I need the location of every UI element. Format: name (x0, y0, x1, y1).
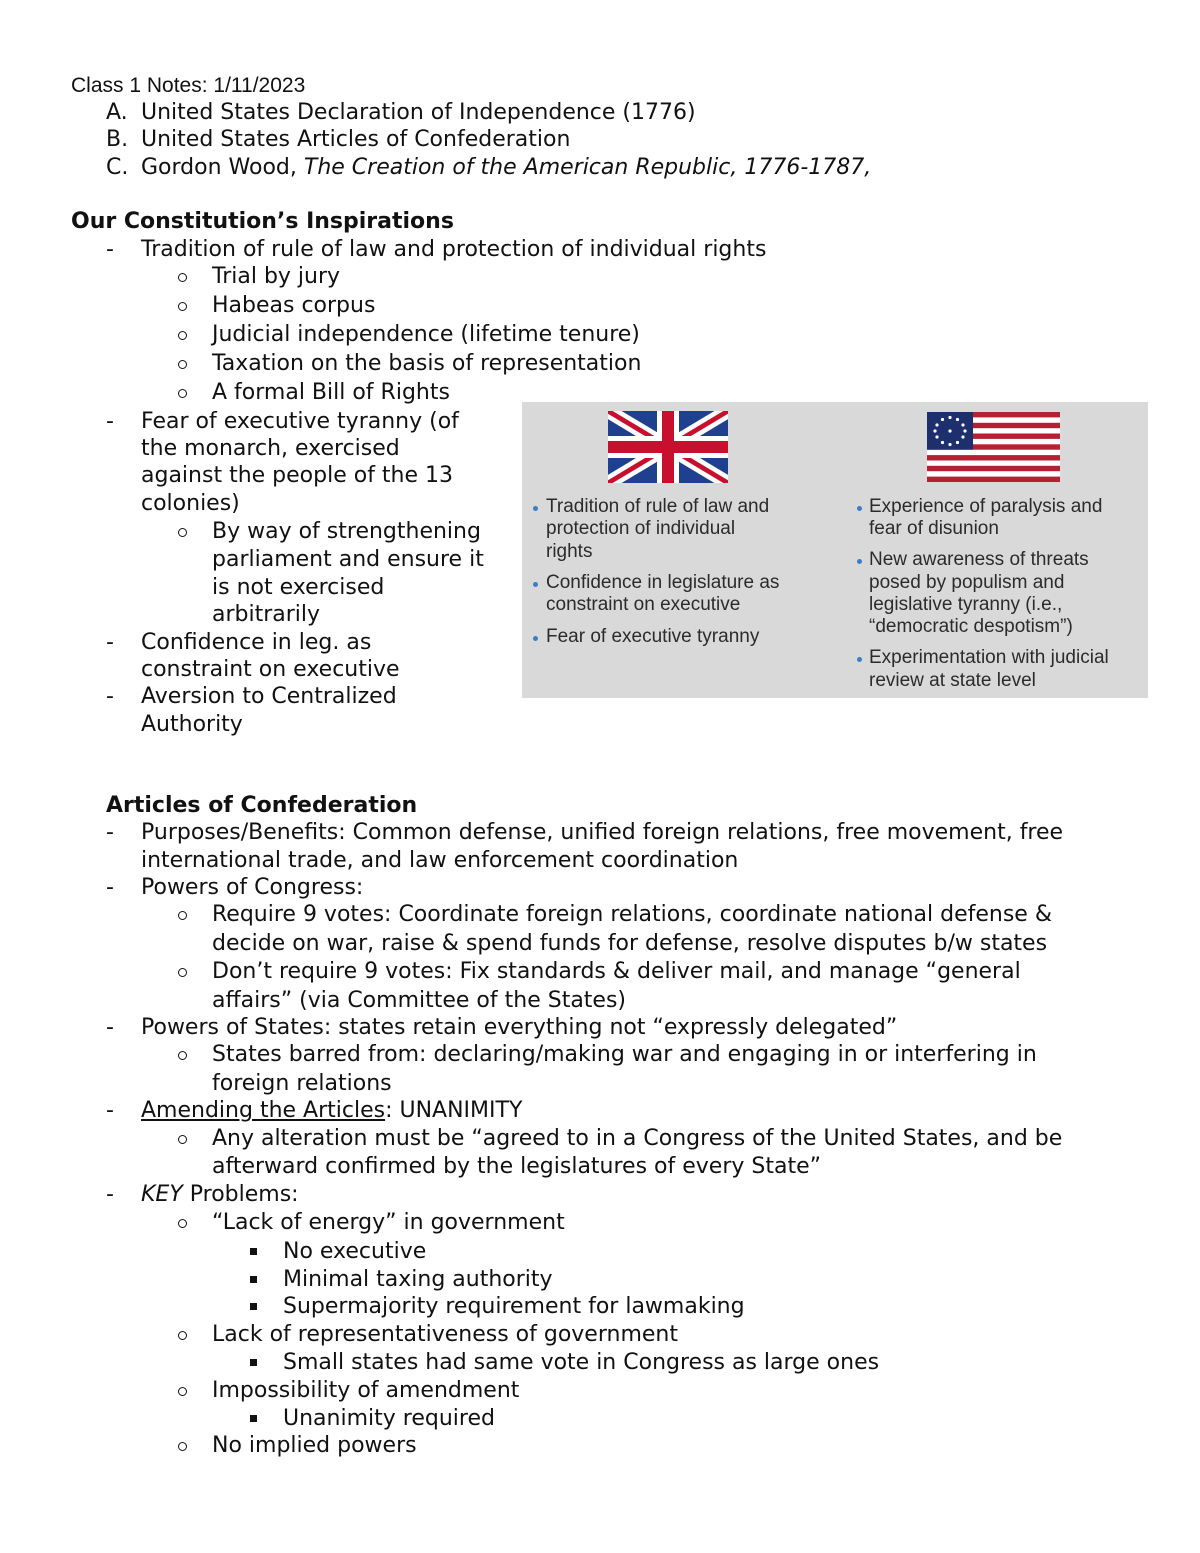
fear-sub-line: parliament and ensure it (212, 547, 484, 572)
circle-bullet (178, 1135, 187, 1144)
section-heading-articles: Articles of Confederation (106, 793, 418, 818)
list-marker: B. (106, 127, 129, 152)
dash-bullet: - (106, 1098, 114, 1123)
panel-bullet (857, 657, 862, 662)
panel-bullet (857, 559, 862, 564)
lack-rep: Lack of representativeness of government (212, 1322, 678, 1347)
panel-bullet (857, 506, 862, 511)
confidence-line: Confidence in leg. as (141, 630, 372, 655)
list-marker: C. (106, 155, 129, 180)
fear-sub-line: By way of strengthening (212, 519, 481, 544)
key-label: KEY (141, 1182, 183, 1207)
section-heading-inspirations: Our Constitution’s Inspirations (71, 209, 454, 234)
right-item: Habeas corpus (212, 293, 376, 318)
betsy-ross-flag-icon (927, 412, 1060, 482)
fear-line: the monarch, exercised (141, 436, 400, 461)
confidence-line: constraint on executive (141, 657, 400, 682)
fear-line: Fear of executive tyranny (of (141, 409, 459, 434)
union-jack-flag-icon (608, 411, 728, 483)
panel-right-text: fear of disunion (869, 518, 999, 539)
fear-sub-line: is not exercised (212, 575, 385, 600)
powers-states: Powers of States: states retain everything not “expressly delegated” (141, 1015, 898, 1040)
dash-bullet: - (106, 237, 114, 262)
panel-left-text: Confidence in legislature as (546, 572, 780, 593)
panel-left-text: constraint on executive (546, 594, 741, 615)
square-bullet (250, 1359, 257, 1366)
inspiration-rule-of-law: Tradition of rule of law and protection of individual rights (141, 237, 767, 262)
comparison-panel (522, 402, 1148, 698)
circle-bullet (178, 528, 187, 537)
dash-bullet: - (106, 1015, 114, 1040)
reading-a: United States Declaration of Independence (1776) (141, 100, 696, 125)
fear-line: colonies) (141, 491, 240, 516)
energy-item: Minimal taxing authority (283, 1267, 553, 1292)
page-title: Class 1 Notes: 1/11/2023 (71, 74, 306, 97)
aversion-line: Authority (141, 712, 243, 737)
not-require-9-line: Don’t require 9 votes: Fix standards & deliver mail, and manage “general (212, 959, 1021, 984)
reading-author: Gordon Wood, (141, 155, 304, 180)
panel-right-text: review at state level (869, 670, 1036, 691)
amend-item: Unanimity required (283, 1406, 495, 1431)
amending-value: : UNANIMITY (385, 1098, 523, 1123)
reading-c (141, 154, 871, 182)
panel-left-text: rights (546, 541, 593, 562)
dash-bullet: - (106, 630, 114, 655)
dash-bullet: - (106, 409, 114, 434)
dash-bullet: - (106, 875, 114, 900)
fear-line: against the people of the 13 (141, 463, 454, 488)
amending-line (141, 1097, 522, 1125)
alteration-line: Any alteration must be “agreed to in a Congress of the United States, and be (212, 1126, 1063, 1151)
panel-right-text: “democratic despotism”) (869, 616, 1073, 637)
panel-bullet (533, 506, 538, 511)
key-rest: Problems: (182, 1182, 299, 1207)
lack-energy: “Lack of energy” in government (212, 1210, 565, 1235)
circle-bullet (178, 302, 187, 311)
right-item: A formal Bill of Rights (212, 380, 450, 405)
reading-book-title: The Creation of the American Republic, 1776-1787, (303, 155, 872, 180)
square-bullet (250, 1276, 257, 1283)
panel-right-text: legislative tyranny (i.e., (869, 594, 1063, 615)
impossibility: Impossibility of amendment (212, 1378, 520, 1403)
states-barred-line: States barred from: declaring/making war and engaging in or interfering in (212, 1042, 1037, 1067)
states-barred-line: foreign relations (212, 1071, 392, 1096)
right-item: Judicial independence (lifetime tenure) (212, 322, 640, 347)
dash-bullet: - (106, 820, 114, 845)
square-bullet (250, 1248, 257, 1255)
panel-right-text: Experience of paralysis and (869, 496, 1103, 517)
panel-left-text: Tradition of rule of law and (546, 496, 770, 517)
energy-item: No executive (283, 1239, 427, 1264)
circle-bullet (178, 1331, 187, 1340)
alteration-line: afterward confirmed by the legislatures of every State” (212, 1154, 822, 1179)
square-bullet (250, 1415, 257, 1422)
circle-bullet (178, 1387, 187, 1396)
circle-bullet (178, 389, 187, 398)
fear-sub-line: arbitrarily (212, 602, 321, 627)
dash-bullet: - (106, 1182, 114, 1207)
aversion-line: Aversion to Centralized (141, 684, 397, 709)
right-item: Trial by jury (212, 264, 341, 289)
square-bullet (250, 1303, 257, 1310)
powers-congress: Powers of Congress: (141, 875, 364, 900)
amending-label: Amending the Articles (141, 1098, 386, 1123)
reading-b: United States Articles of Confederation (141, 127, 571, 152)
dash-bullet: - (106, 684, 114, 709)
purposes-line: Purposes/Benefits: Common defense, unified foreign relations, free movement, free (141, 820, 1064, 845)
rep-item: Small states had same vote in Congress as large ones (283, 1350, 880, 1375)
panel-right-text: New awareness of threats (869, 549, 1089, 570)
circle-bullet (178, 273, 187, 282)
panel-right-text: Experimentation with judicial (869, 647, 1109, 668)
list-marker: A. (106, 100, 128, 125)
circle-bullet (178, 911, 187, 920)
panel-left-text: protection of individual (546, 518, 736, 539)
key-problems (141, 1181, 299, 1209)
require-9-line: decide on war, raise & spend funds for defense, resolve disputes b/w states (212, 931, 1048, 956)
circle-bullet (178, 968, 187, 977)
right-item: Taxation on the basis of representation (212, 351, 642, 376)
panel-bullet (533, 582, 538, 587)
panel-left-text: Fear of executive tyranny (546, 626, 760, 647)
energy-item: Supermajority requirement for lawmaking (283, 1294, 745, 1319)
circle-bullet (178, 1219, 187, 1228)
circle-bullet (178, 1051, 187, 1060)
circle-bullet (178, 331, 187, 340)
panel-bullet (533, 636, 538, 641)
circle-bullet (178, 1442, 187, 1451)
panel-right-text: posed by populism and (869, 572, 1065, 593)
require-9-line: Require 9 votes: Coordinate foreign relations, coordinate national defense & (212, 902, 1052, 927)
no-implied: No implied powers (212, 1433, 417, 1458)
circle-bullet (178, 360, 187, 369)
purposes-line: international trade, and law enforcement coordination (141, 848, 739, 873)
not-require-9-line: affairs” (via Committee of the States) (212, 988, 627, 1013)
